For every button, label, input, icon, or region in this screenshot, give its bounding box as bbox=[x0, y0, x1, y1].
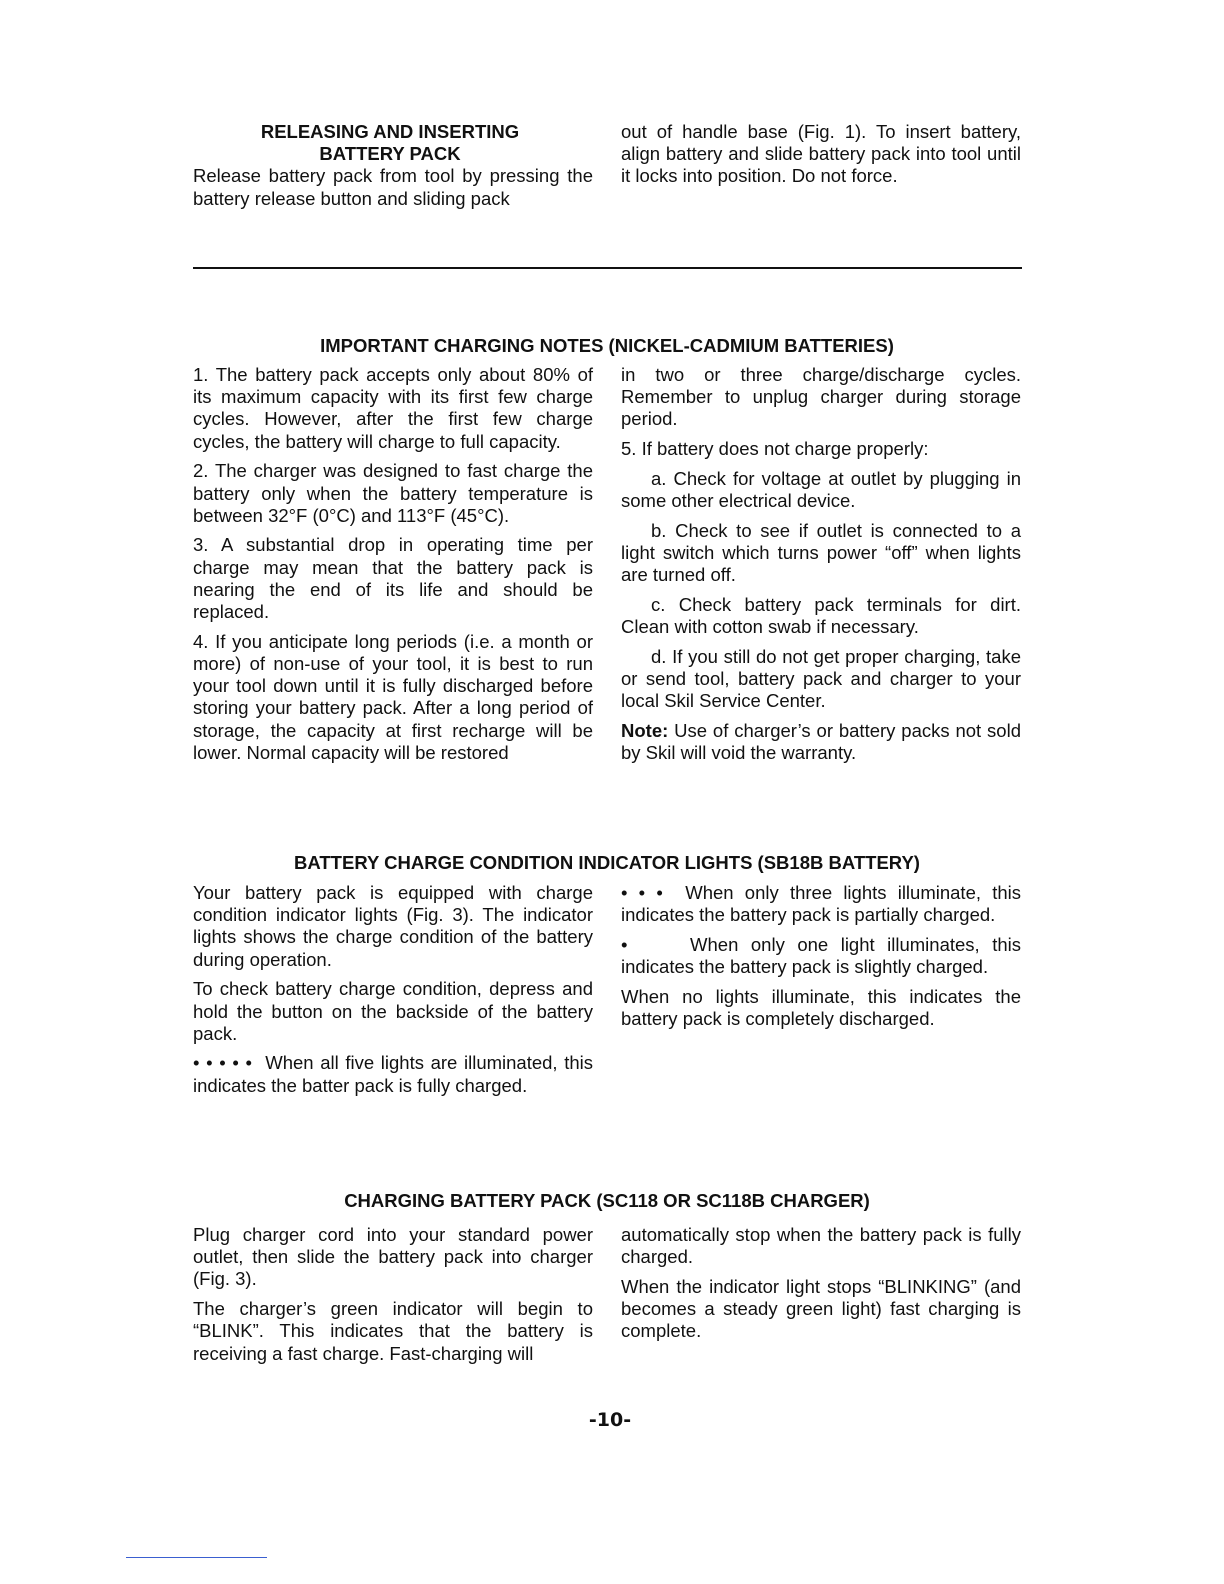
paragraph: • • • • • When all five lights are illuminated, this indicates the batter pack is fully charged. bbox=[193, 1052, 599, 1096]
section-title-charging-notes: IMPORTANT CHARGING NOTES (NICKEL-CADMIUM BATTERIES) bbox=[320, 335, 894, 356]
section-title-charging-battery-pack: CHARGING BATTERY PACK (SC118 OR SC118B CHARGER) bbox=[344, 1190, 870, 1211]
note-item-2: 2. The charger was designed to fast charge the battery only when the battery temperature is between 32°F (0°C) and 113°F (45°C). bbox=[193, 460, 593, 526]
indicator-lights-right-column bbox=[621, 882, 1027, 1038]
paragraph: To check battery charge condition, depress and hold the button on the backside of the battery pack. bbox=[193, 978, 593, 1044]
section-title-indicator-lights: BATTERY CHARGE CONDITION INDICATOR LIGHTS (SB18B BATTERY) bbox=[294, 852, 920, 873]
note-text: Use of charger’s or battery packs not sold by Skil will void the warranty. bbox=[621, 719, 1021, 764]
footer-line bbox=[126, 1557, 267, 1558]
section-title-line2: BATTERY PACK bbox=[319, 143, 461, 165]
note-item-4: 4. If you anticipate long periods (i.e. a month or more) of non-use of your tool, it is best to run your tool down until it is fully discharged before storing your battery pack. After a long period of storage, the capacity at first recharge will be lower. Normal capacity will be restored bbox=[193, 630, 593, 763]
note-item-4-continued: in two or three charge/discharge cycles. Remember to unplug charger during storage period. bbox=[621, 364, 1021, 430]
paragraph: • • • When only three lights illuminate, this indicates the battery pack is partially charged. bbox=[621, 882, 1027, 926]
page-number: -10- bbox=[588, 1409, 632, 1431]
paragraph: • When only one light illuminates, this indicates the battery pack is slightly charged. bbox=[621, 933, 1027, 978]
paragraph: out of handle base (Fig. 1). To insert battery, align battery and slide battery pack into tool until it locks into position. Do not force. bbox=[621, 121, 1021, 187]
section-releasing-right bbox=[621, 121, 1021, 195]
paragraph: When the indicator light stops “BLINKING” (and becomes a steady green light) fast charging is complete. bbox=[621, 1275, 1021, 1342]
paragraph: automatically stop when the battery pack is fully charged. bbox=[621, 1224, 1021, 1268]
charging-right-column bbox=[621, 1224, 1021, 1350]
sub-item-b: b. Check to see if outlet is connected to a light switch which turns power “off” when lights are turned off. bbox=[621, 519, 1021, 586]
indicator-lights-left-column bbox=[193, 882, 599, 1104]
paragraph: When no lights illuminate, this indicates the battery pack is completely discharged. bbox=[621, 985, 1021, 1030]
section-title-line1: RELEASING AND INSERTING bbox=[260, 121, 520, 142]
warranty-note bbox=[621, 720, 1021, 764]
charging-notes-right-column bbox=[621, 364, 1021, 772]
paragraph: Plug charger cord into your standard power outlet, then slide the battery pack into charger (Fig. 3). bbox=[193, 1224, 593, 1290]
section-releasing-left bbox=[193, 121, 593, 217]
paragraph: Your battery pack is equipped with charge condition indicator lights (Fig. 3). The indicator lights shows the charge condition of the battery during operation. bbox=[193, 882, 593, 970]
sub-item-a: a. Check for voltage at outlet by plugging in some other electrical device. bbox=[621, 467, 1021, 512]
note-item-5: 5. If battery does not charge properly: bbox=[621, 438, 929, 460]
charging-notes-left-column bbox=[193, 364, 593, 771]
sub-item-d: d. If you still do not get proper charging, take or send tool, battery pack and charger to your local Skil Service Center. bbox=[621, 645, 1021, 712]
charging-left-column bbox=[193, 1224, 593, 1372]
note-item-1: 1. The battery pack accepts only about 80% of its maximum capacity with its first few charge cycles. However, after the first few charge cycles, the battery will charge to full capacity. bbox=[193, 364, 593, 452]
paragraph: The charger’s green indicator will begin to “BLINK”. This indicates that the battery is receiving a fast charge. Fast-charging will bbox=[193, 1298, 593, 1364]
note-item-3: 3. A substantial drop in operating time per charge may mean that the battery pack is nearing the end of its life and should be replaced. bbox=[193, 534, 593, 623]
sub-item-c: c. Check battery pack terminals for dirt. Clean with cotton swab if necessary. bbox=[621, 593, 1021, 638]
horizontal-divider bbox=[193, 267, 1022, 269]
paragraph: Release battery pack from tool by pressing the battery release button and sliding pack bbox=[193, 165, 593, 209]
note-label: Note: bbox=[621, 719, 669, 741]
